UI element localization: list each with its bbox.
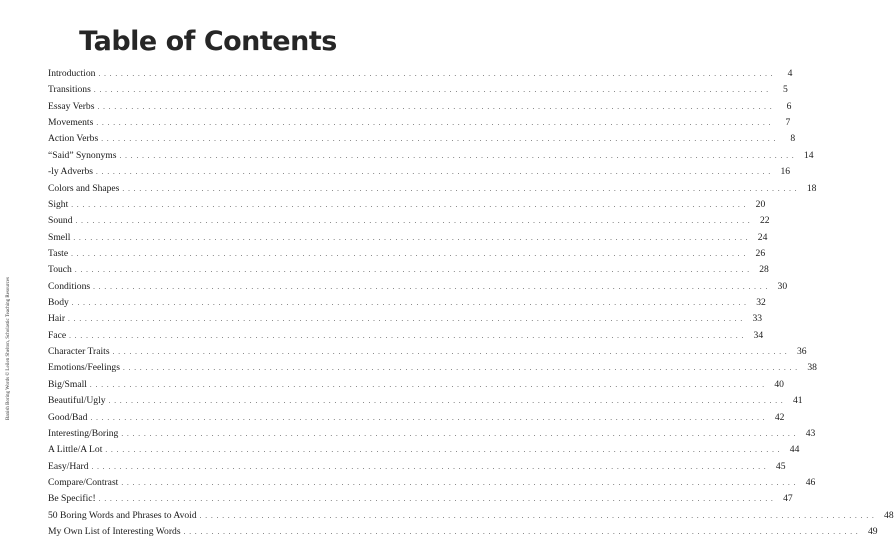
- toc-entry-label: Good/Bad: [48, 411, 88, 423]
- toc-entry: [48, 198, 766, 215]
- toc-entry-label: Emotions/Feelings: [48, 362, 120, 374]
- toc-entry-page: 33: [752, 313, 763, 325]
- dot-leader: ........................................................................................................................: [122, 184, 801, 193]
- toc-entry-page: 32: [756, 297, 766, 309]
- toc-entry-label: “Said” Synonyms: [48, 149, 117, 161]
- dot-leader: ........................................................................................................................: [121, 429, 800, 438]
- toc-entry: [48, 84, 788, 100]
- dot-leader: ........................................................................................................................: [183, 528, 862, 537]
- dot-leader: ........................................................................................................................: [73, 233, 752, 242]
- toc-entry-label: Conditions: [48, 280, 91, 292]
- toc-entry: [48, 215, 770, 231]
- toc-entry-page: 26: [755, 247, 766, 259]
- toc-entry-label: A Little/A Lot: [48, 444, 103, 456]
- toc-entry: [48, 280, 788, 297]
- toc-entry-page: 6: [786, 100, 792, 112]
- toc-entry-label: Sound: [48, 215, 73, 227]
- dot-leader: ........................................................................................................................: [74, 266, 753, 275]
- toc-entry: [48, 100, 792, 117]
- toc-entry: [48, 231, 768, 248]
- toc-entry: [48, 117, 791, 133]
- toc-entry-label: Introduction: [48, 68, 96, 79]
- toc-entry-page: 47: [783, 493, 793, 505]
- toc-entry-label: Face: [48, 329, 67, 341]
- toc-entry-page: 24: [757, 231, 768, 243]
- toc-entry-page: 43: [805, 427, 816, 439]
- page-title: Table of Contents: [79, 26, 337, 57]
- toc-entry-label: Big/Small: [48, 378, 87, 390]
- toc-entry-label: Taste: [48, 247, 69, 259]
- copyright-side-text: Banish Boring Words © Leilen Shelton, Scholastic Teaching Resources: [6, 277, 11, 420]
- toc-entry-page: 5: [783, 84, 788, 96]
- toc-entry-label: Action Verbs: [48, 133, 99, 145]
- toc-entry: [48, 509, 894, 526]
- dot-leader: ........................................................................................................................: [97, 102, 776, 111]
- toc-entry-page: 22: [759, 215, 770, 227]
- toc-entry: [48, 378, 784, 395]
- dot-leader: ........................................................................................................................: [93, 86, 772, 95]
- toc-entry-page: 41: [792, 395, 803, 407]
- dot-leader: ........................................................................................................................: [98, 70, 777, 78]
- toc-entry-page: 42: [774, 411, 785, 423]
- toc-entry-page: 49: [867, 526, 878, 538]
- toc-entry-page: 4: [787, 68, 793, 79]
- toc-entry-label: Transitions: [48, 84, 91, 96]
- toc-entry: [48, 264, 769, 280]
- toc-entry: [48, 166, 791, 182]
- toc-entry-label: Touch: [48, 264, 72, 276]
- dot-leader: ........................................................................................................................: [119, 151, 798, 160]
- toc-entry-page: 28: [759, 264, 769, 276]
- dot-leader: ........................................................................................................................: [89, 380, 768, 389]
- dot-leader: ........................................................................................................................: [98, 495, 777, 504]
- dot-leader: ........................................................................................................................: [71, 249, 750, 258]
- dot-leader: ........................................................................................................................: [96, 168, 775, 177]
- toc-entry-label: Interesting/Boring: [48, 427, 119, 439]
- toc-entry-label: Sight: [48, 198, 69, 210]
- toc-entry-page: 18: [806, 182, 817, 194]
- toc-entry-label: 50 Boring Words and Phrases to Avoid: [48, 509, 197, 521]
- toc-entry-label: Colors and Shapes: [48, 182, 120, 194]
- toc-entry-label: Compare/Contrast: [48, 476, 119, 488]
- dot-leader: ........................................................................................................................: [112, 348, 791, 357]
- dot-leader: ........................................................................................................................: [121, 478, 800, 487]
- toc-entry-page: 8: [790, 133, 796, 145]
- toc-entry-label: Smell: [48, 231, 71, 243]
- dot-leader: ........................................................................................................................: [108, 397, 787, 406]
- toc-entry-label: My Own List of Interesting Words: [48, 526, 181, 538]
- toc-entry-label: Movements: [48, 117, 94, 129]
- toc-entry-label: Essay Verbs: [48, 100, 95, 112]
- toc-entry: [48, 444, 800, 460]
- toc-entry-page: 14: [803, 149, 814, 161]
- toc-entry-page: 44: [789, 444, 800, 456]
- dot-leader: ........................................................................................................................: [105, 446, 784, 455]
- toc-entry: [48, 68, 793, 84]
- toc-entry-page: 20: [755, 198, 766, 210]
- dot-leader: ........................................................................................................................: [90, 413, 769, 422]
- toc-entry: [48, 133, 796, 149]
- toc-entry-page: 48: [884, 509, 894, 521]
- dot-leader: ........................................................................................................................: [93, 282, 772, 291]
- toc-entry: [48, 182, 817, 199]
- toc-entry-page: 7: [785, 117, 791, 129]
- toc-entry: [48, 297, 766, 313]
- toc-entry: [48, 476, 816, 493]
- toc-entry: [48, 526, 878, 542]
- toc-entry: [48, 411, 785, 428]
- dot-leader: ........................................................................................................................: [122, 364, 801, 373]
- toc-entry-page: 34: [753, 329, 764, 341]
- toc-entry-label: -ly Adverbs: [48, 166, 94, 178]
- toc-entry: [48, 346, 807, 362]
- toc-entry-page: 40: [774, 378, 784, 390]
- toc-entry-page: 38: [807, 362, 817, 374]
- toc-entry: [48, 149, 814, 166]
- toc-entry-page: 36: [796, 346, 807, 358]
- toc-entry: [48, 427, 816, 444]
- toc-entry: [48, 329, 764, 346]
- toc-entry-page: 45: [775, 460, 786, 472]
- dot-leader: ........................................................................................................................: [71, 200, 750, 209]
- toc-entry: [48, 460, 786, 477]
- toc-entry-label: Hair: [48, 313, 66, 325]
- toc-entry: [48, 313, 763, 329]
- toc-entry: [48, 247, 766, 264]
- dot-leader: ........................................................................................................................: [199, 511, 878, 520]
- dot-leader: ........................................................................................................................: [96, 119, 775, 128]
- dot-leader: ........................................................................................................................: [69, 331, 748, 340]
- toc-entry-label: Character Traits: [48, 346, 110, 358]
- dot-leader: ........................................................................................................................: [91, 462, 770, 471]
- toc-entry: [48, 395, 803, 411]
- toc-entry-label: Beautiful/Ugly: [48, 395, 106, 407]
- dot-leader: ........................................................................................................................: [71, 299, 750, 308]
- dot-leader: ........................................................................................................................: [75, 217, 754, 226]
- toc-entry: [48, 362, 817, 378]
- dot-leader: ........................................................................................................................: [101, 135, 780, 144]
- toc-entry-label: Body: [48, 297, 69, 309]
- table-of-contents: [48, 68, 894, 542]
- toc-entry-label: Easy/Hard: [48, 460, 89, 472]
- toc-entry-page: 46: [805, 476, 816, 488]
- dot-leader: ........................................................................................................................: [68, 315, 747, 324]
- toc-entry: [48, 493, 793, 509]
- toc-entry-label: Be Specific!: [48, 493, 96, 505]
- toc-entry-page: 16: [780, 166, 791, 178]
- toc-entry-page: 30: [777, 280, 788, 292]
